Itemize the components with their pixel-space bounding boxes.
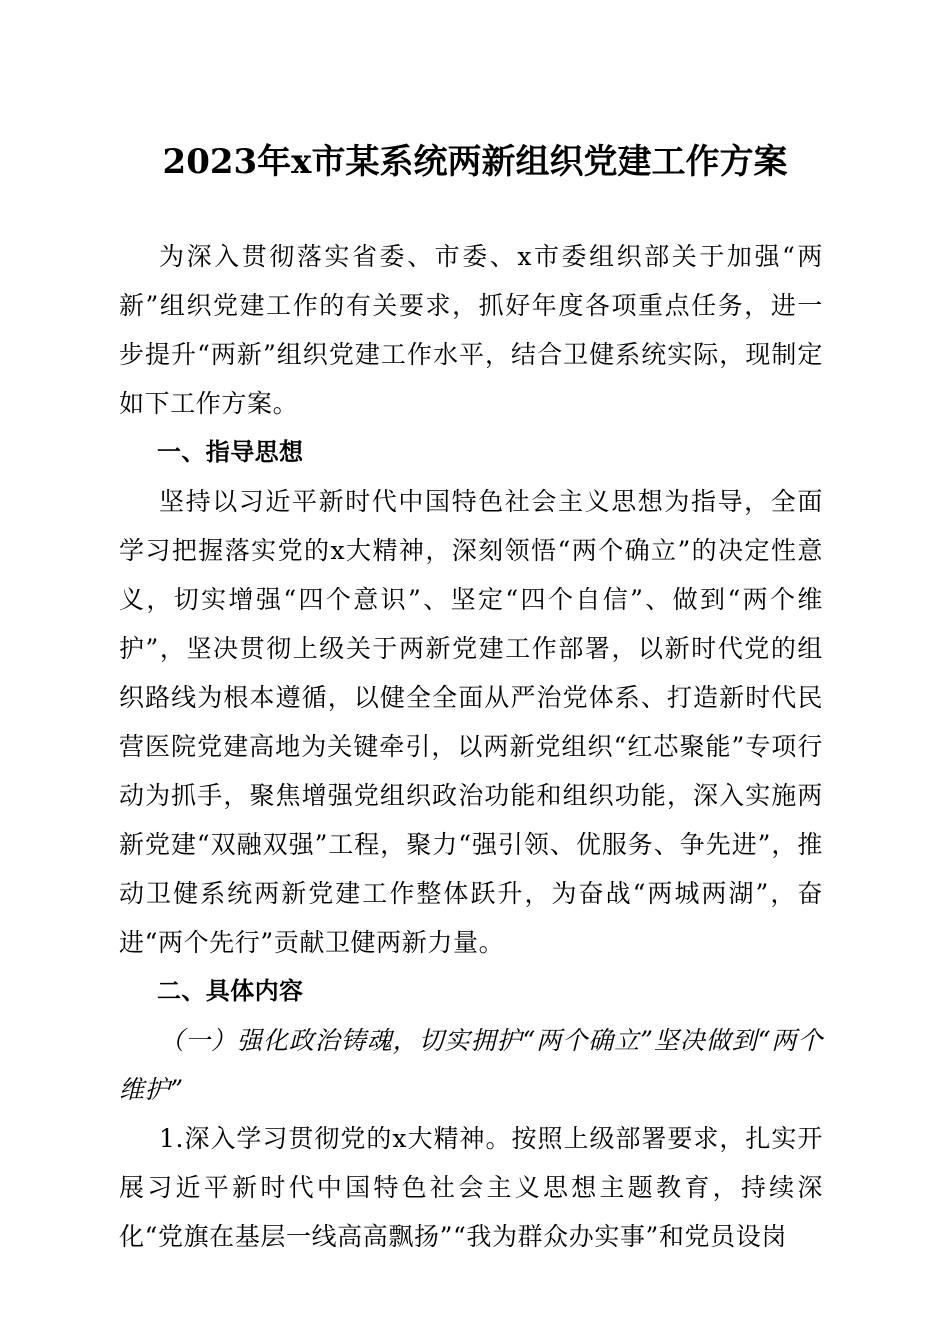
subsection-heading-political: （一）强化政治铸魂，切实拥护“两个确立”坚决做到“两个维护” xyxy=(119,1026,823,1104)
section-heading-specific-content: 二、具体内容 xyxy=(157,977,304,1005)
guiding-thought-paragraph: 坚持以习近平新时代中国特色社会主义思想为指导，全面学习把握落实党的x大精神，深刻领悟“两个确立”的决定性意义，切实增强“四个意识”、坚定“四个自信”、做到“两个维护”，坚决贯彻上级关于两新党建工作部署，以新时代党的组织路线为根本遵循，以健全全面从严治党体系、打造新时代民营医院党建高地为关键牵引，以两新党组织“红芯聚能”专项行动为抓手，聚焦增强党组织政治功能和组织功能，深入实施两新党建“双融双强”工程，聚力“强引领、优服务、争先进”，推动卫健系统两新党建工作整体跃升，为奋战“两城两湖”，奋进“两个先行”贡献卫健两新力量。 xyxy=(119,487,823,957)
intro-paragraph: 为深入贯彻落实省委、市委、x市委组织部关于加强“两新”组织党建工作的有关要求，抓好年度各项重点任务，进一步提升“两新”组织党建工作水平，结合卫健系统实际，现制定如下工作方案。 xyxy=(119,242,823,418)
document-body xyxy=(119,232,823,1261)
item-paragraph-1: 1.深入学习贯彻党的x大精神。按照上级部署要求，扎实开展习近平新时代中国特色社会主义思想主题教育，持续深化“党旗在基层一线高高飘扬”“我为群众办实事”和党员设岗 xyxy=(119,1124,823,1251)
section-heading-guiding-thought: 一、指导思想 xyxy=(157,438,304,466)
document-title: 2023年x市某系统两新组织党建工作方案 xyxy=(162,142,788,182)
